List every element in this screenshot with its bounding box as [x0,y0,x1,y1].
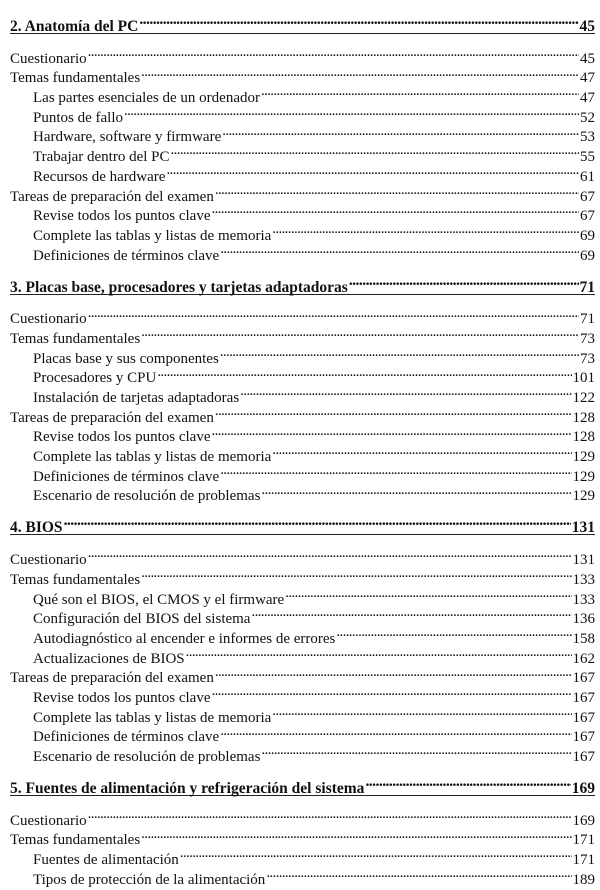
dot-leader [186,643,572,663]
toc-entry-page-number: 61 [580,168,595,185]
toc-entry-page-number: 53 [580,129,595,146]
toc-entry-page-number: 101 [572,370,595,387]
toc-entry-label: Temas fundamentales [10,70,141,87]
dot-leader [215,663,572,683]
toc-entry-label: Autodiagnóstico al encender e informes de errores [33,630,336,647]
toc-entry-label: Puntos de fallo [33,109,123,126]
dot-leader [220,240,579,260]
toc-entry-label: Cuestionario [10,50,87,67]
toc-entry-page-number: 73 [580,330,595,347]
chapter-entries [10,304,595,505]
chapter-heading[interactable] [10,270,595,295]
chapter-title: 2. Anatomía del PC [10,18,139,35]
dot-leader [124,102,579,122]
toc-entry-label: Qué son el BIOS, el CMOS y el firmware [33,591,285,608]
dot-leader [261,741,571,761]
dot-leader [336,623,571,643]
chapter-heading[interactable] [10,9,595,34]
toc-entry-page-number: 67 [580,188,595,205]
toc-entry-label: Tareas de preparación del examen [10,670,214,687]
dot-leader [141,63,579,83]
toc-entry[interactable] [10,43,595,67]
toc-entry-label: Tareas de preparación del examen [10,409,214,426]
toc-entry-label: Actualizaciones de BIOS [33,650,185,667]
toc-entry-label: Revise todos los puntos clave [33,429,211,446]
toc-entry-label: Procesadores y CPU [33,370,157,387]
chapter-title: 4. BIOS [10,519,63,537]
dot-leader [349,270,579,292]
toc-entry[interactable] [10,564,595,588]
toc-entry-label: Tipos de protección de la alimentación [33,871,266,888]
toc-entry-page-number: 69 [580,247,595,264]
dot-leader [141,323,579,343]
dot-leader [171,141,579,161]
toc-entry-label: Cuestionario [10,552,87,569]
dot-leader [220,722,571,742]
toc-entry-label: Definiciones de términos clave [33,468,220,485]
toc-entry-label: Cuestionario [10,311,87,328]
chapter-page-number: 131 [571,519,595,537]
dot-leader [88,304,579,324]
toc-entry-page-number: 162 [572,650,595,667]
toc-entry-page-number: 55 [580,149,595,166]
toc-entry-label: Cuestionario [10,812,87,829]
dot-leader [88,805,572,825]
dot-leader [88,544,572,564]
toc-entry-label: Trabajar dentro del PC [33,149,170,166]
toc-entry-page-number: 71 [580,311,595,328]
dot-leader [222,122,579,142]
toc-entry-page-number: 171 [572,832,595,849]
toc-entry-label: Complete las tablas y listas de memoria [33,449,272,466]
toc-entry-page-number: 45 [580,50,595,67]
dot-leader [261,82,579,102]
dot-leader [215,402,572,422]
toc-entry-label: Temas fundamentales [10,832,141,849]
toc-entry-page-number: 131 [572,552,595,569]
dot-leader [211,682,571,702]
dot-leader [180,844,572,864]
toc-chapter-1 [10,9,595,264]
toc-entry-label: Escenario de resolución de problemas [33,488,261,505]
toc-entry-page-number: 69 [580,227,595,244]
dot-leader [251,604,571,624]
toc-entry-page-number: 129 [572,449,595,466]
dot-leader [211,201,579,221]
toc-entry-page-number: 167 [572,749,595,765]
toc-entry-label: Temas fundamentales [10,571,141,588]
toc-entry-label: Definiciones de términos clave [33,729,220,746]
dot-leader [88,43,579,63]
dot-leader [272,702,571,722]
toc-entry[interactable] [10,304,595,328]
dot-leader [139,9,578,31]
toc-entry-page-number: 47 [580,70,595,87]
toc-entry-page-number: 167 [572,670,595,687]
toc-entry-page-number: 171 [572,852,595,869]
chapter-title: 3. Placas base, procesadores y tarjetas adaptadoras [10,278,348,296]
dot-leader [141,564,571,584]
toc-entry-label: Placas base y sus componentes [33,350,219,367]
toc-entry-page-number: 169 [572,812,595,829]
toc-entry-page-number: 122 [572,390,595,406]
chapter-heading[interactable] [10,510,595,535]
dot-leader [220,343,579,363]
chapter-page-number: 71 [579,278,595,296]
toc-entry-page-number: 167 [572,709,595,726]
toc-entry-page-number: 73 [580,350,595,367]
dot-leader [272,220,579,240]
dot-leader [220,461,571,481]
toc-entry-page-number: 133 [572,591,595,608]
dot-leader [157,363,571,383]
dot-leader [285,584,571,604]
dot-leader [261,481,571,501]
toc-entry-label: Instalación de tarjetas adaptadoras [33,390,240,406]
toc-entry-label: Hardware, software y firmware [33,129,222,146]
toc-entry-page-number: 158 [572,630,595,647]
dot-leader [211,422,571,442]
toc-entry-label: Complete las tablas y listas de memoria [33,709,272,726]
table-of-contents [10,9,595,888]
toc-entry[interactable] [10,805,595,829]
dot-leader [266,864,571,884]
chapter-entries [10,544,595,765]
toc-entry-page-number: 47 [580,90,595,107]
dot-leader [141,825,571,845]
toc-entry-label: Escenario de resolución de problemas [33,749,261,765]
dot-leader [272,441,571,461]
toc-entry-label: Revise todos los puntos clave [33,689,211,706]
toc-entry-page-number: 67 [580,208,595,225]
toc-entry[interactable] [10,544,595,569]
toc-entry-page-number: 128 [572,409,595,426]
toc-entry-label: Complete las tablas y listas de memoria [33,227,272,244]
toc-chapter-2 [10,270,595,505]
chapter-entries [10,43,595,264]
toc-entry-page-number: 167 [572,729,595,746]
dot-leader [240,382,571,402]
toc-entry-label: Tareas de preparación del examen [10,188,214,205]
toc-entry-page-number: 129 [572,488,595,505]
toc-chapter-3 [10,510,595,765]
chapter-page-number: 45 [579,18,595,35]
dot-leader [64,510,571,532]
toc-entry-label: Definiciones de términos clave [33,247,220,264]
toc-entry-page-number: 128 [572,429,595,446]
toc-entry-label: Recursos de hardware [33,168,166,185]
toc-entry[interactable] [10,323,595,347]
chapter-title: 5. Fuentes de alimentación y refrigeración del sistema [10,780,365,797]
toc-entry-label: Las partes esenciales de un ordenador [33,90,260,107]
dot-leader [215,181,579,201]
chapter-page-number: 169 [571,780,595,797]
dot-leader [365,771,570,793]
toc-entry-label: Temas fundamentales [10,330,141,347]
chapter-entries [10,805,595,888]
toc-entry[interactable] [10,63,595,87]
toc-entry-page-number: 136 [572,611,595,628]
dot-leader [166,161,579,181]
toc-chapter-4 [10,771,595,888]
toc-entry-page-number: 133 [572,571,595,588]
toc-entry-label: Revise todos los puntos clave [33,208,211,225]
toc-entry-label: Fuentes de alimentación [33,852,179,869]
chapter-heading[interactable] [10,771,595,796]
toc-entry-label: Configuración del BIOS del sistema [33,611,251,628]
toc-entry[interactable] [10,825,595,849]
toc-entry-page-number: 52 [580,109,595,126]
toc-entry-page-number: 167 [572,689,595,706]
toc-entry-page-number: 129 [572,468,595,485]
toc-entry-page-number: 189 [572,871,595,888]
